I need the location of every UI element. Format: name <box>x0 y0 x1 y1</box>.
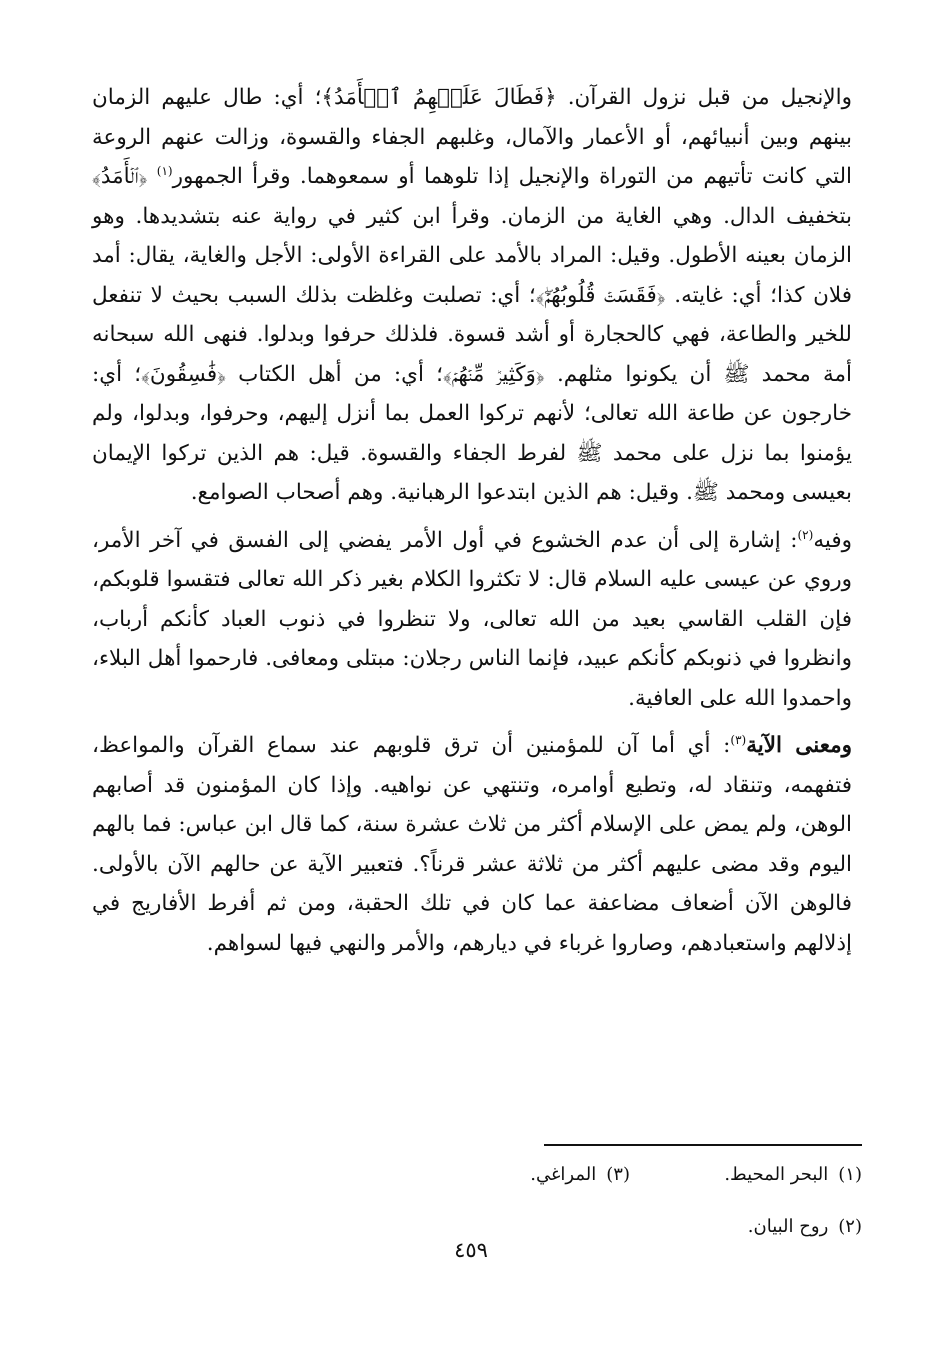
footnote-row-1 <box>92 1160 862 1190</box>
footnote-1 <box>630 1160 862 1190</box>
footnote-1-text: البحر المحيط. <box>724 1164 829 1185</box>
footnote-divider <box>544 1144 862 1146</box>
paragraph-1-text-continued: ﴿ٱلۡأَمَدُ﴾ بتخفيف الدال. وهي الغاية من الزمان. وقرأ ابن كثير في رواية عنه بتشديدها. وهو الزمان بعينه الأطول. وقيل: المراد بالأمد على القراءة الأولى: الأجل والغاية، يقال: أمد فلان كذا؛ أي: غايته. ﴿فَقَسَتۡ قُلُوبُهُمۡۖ﴾؛ أي: تصلبت وغلظت بذلك السبب بحيث لا تنفعل للخير والطاعة، فهي كالحجارة أو أشد قسوة. فلذلك حرفوا وبدلوا. فنهى الله سبحانه أمة محمد ﷺ أن يكونوا مثلهم. ﴿وَكَثِيرٞ مِّنۡهُمۡ﴾؛ أي: من أهل الكتاب ﴿فَٰسِقُونَ﴾؛ أي: خارجون عن طاعة الله تعالى؛ لأنهم تركوا العمل بما أنزل إليهم، وحرفوا، وبدلوا، ولم يؤمنوا بما نزل على محمد ﷺ لفرط الجفاء والقسوة. قيل: هم الذين تركوا الإيمان بعيسى ومحمد ﷺ. وقيل: هم الذين ابتدعوا الرهبانية. وهم أصحاب الصوامع. <box>92 164 852 505</box>
paragraph-3-text: : أي أما آن للمؤمنين أن ترق قلوبهم عند سماع القرآن والمواعظ، فتفهمه، وتنقاد له، وتطيع أوامره، وتنتهي عن نواهيه. وإذا كان المؤمنون قد أصابهم الوهن، ولم يمض على الإسلام أكثر من ثلاث عشرة سنة، كما قال ابن عباس: فما بالهم اليوم وقد مضى عليهم أكثر من ثلاثة عشر قرناً؟. فتعبير الآية عن حالهم الآن بالأولى. فالوهن الآن أضعاف مضاعفة عما كان في تلك الحقبة، ومن ثم أفرط الأفاريج في إذلالهم واستعبادهم، وصاروا غرباء في ديارهم، والأمر والنهي فيها لسواهم. <box>92 733 852 956</box>
footnote-2-number: (٢) <box>838 1216 862 1237</box>
footnote-3 <box>530 1160 630 1190</box>
paragraph-2-text: : إشارة إلى أن عدم الخشوع في أول الأمر يفضي إلى الفسق في آخر الأمر، وروي عن عيسى عليه السلام قال: لا تكثروا الكلام بغير ذكر الله تعالى فتقسوا قلوبكم، فإن القلب القاسي بعيد من الله تعالى، ولا تنظروا في ذنوب العباد كأنكم أرباب، وانظروا في ذنوبكم كأنكم عبيد، فإنما الناس رجلان: مبتلى ومعافى. فارحموا أهل البلاء، واحمدوا الله على العافية. <box>92 527 852 711</box>
footnote-ref-3: (٣) <box>730 732 747 747</box>
footnotes <box>92 1160 862 1242</box>
paragraph-1 <box>92 78 852 513</box>
paragraph-1-text: والإنجيل من قبل نزول القرآن. ﴿فَطَالَ عَلَيۡهِمُ ٱلۡأَمَدُ﴾؛ أي: طال عليهم الزمان بينهم وبين أنبيائهم، أو الأعمار والآمال، وغلبهم الجفاء والقسوة، وزالت عنهم الروعة التي كانت تأتيهم من التوراة والإنجيل إذا تلوهما أو سمعوهما. وقرأ الجمهور <box>92 85 852 189</box>
page-number: ٤٥٩ <box>454 1238 488 1262</box>
footnote-1-number: (١) <box>838 1164 862 1185</box>
paragraph-3-heading: ومعنى الآية <box>746 733 852 758</box>
footnote-ref-1: (١) <box>156 163 173 178</box>
paragraph-2 <box>92 521 852 719</box>
footnote-3-text: المراغي. <box>530 1164 597 1185</box>
footnote-ref-2: (٢) <box>797 527 814 542</box>
footnote-2-text: روح البيان. <box>747 1216 829 1237</box>
main-text <box>92 78 852 963</box>
footnote-3-number: (٣) <box>606 1164 630 1185</box>
paragraph-3 <box>92 726 852 963</box>
paragraph-2-lead: وفيه <box>813 527 852 553</box>
